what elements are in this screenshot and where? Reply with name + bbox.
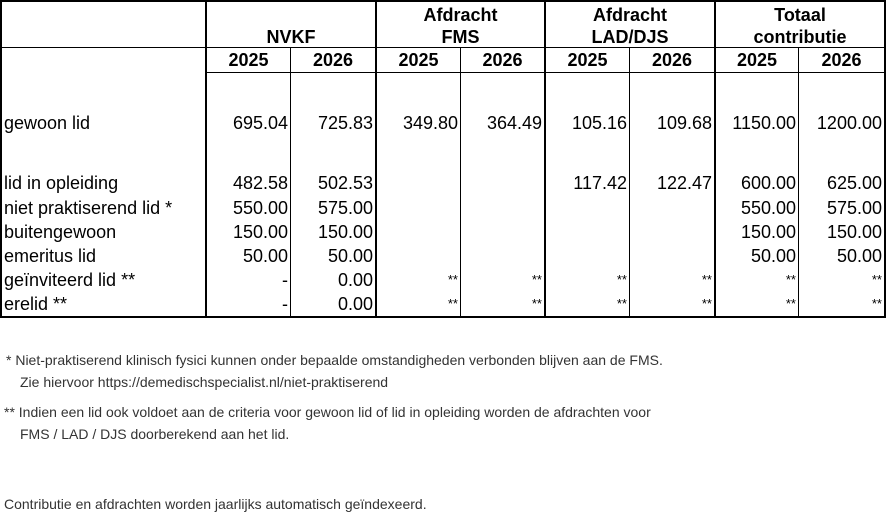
year-row-divider <box>206 72 886 73</box>
table-cell: ** <box>447 296 458 311</box>
table-cell: 600.00 <box>740 173 796 193</box>
table-cell: ** <box>701 272 712 287</box>
table-cell: ** <box>785 272 796 287</box>
table-cell: ** <box>701 296 712 311</box>
table-cell: 109.68 <box>656 113 712 133</box>
table-cell: - <box>282 294 288 314</box>
table-cell: ** <box>616 272 627 287</box>
table-cell: 50.00 <box>750 246 796 266</box>
table-border-bottom <box>0 316 886 318</box>
table-cell: 575.00 <box>317 198 373 218</box>
table-cell: 0.00 <box>337 294 373 314</box>
table-cell: 105.16 <box>571 113 627 133</box>
table-cell: ** <box>531 296 542 311</box>
footer-note: Contributie en afdrachten worden jaarlijks automatisch geïndexeerd. <box>4 496 427 512</box>
table-cell: 50.00 <box>327 246 373 266</box>
table-cell: 150.00 <box>317 222 373 242</box>
header-totaal-line2: contributie <box>753 27 847 47</box>
table-cell: 725.83 <box>317 113 373 133</box>
header-fms-line1: Afdracht <box>423 5 498 25</box>
year-header: 2026 <box>482 50 523 70</box>
table-cell: 0.00 <box>337 270 373 290</box>
table-cell: 50.00 <box>836 246 882 266</box>
table-cell: 695.04 <box>232 113 288 133</box>
footnote-2-line-1: ** Indien een lid ook voldoet aan de criteria voor gewoon lid of lid in opleiding worden de afdrachten voor <box>4 404 651 420</box>
table-cell: 150.00 <box>826 222 882 242</box>
header-nvkf: NVKF <box>266 27 316 47</box>
header-lad-line1: Afdracht <box>592 5 667 25</box>
table-border-top <box>0 0 886 2</box>
table-cell: 150.00 <box>232 222 288 242</box>
row-label-emeritus-lid: emeritus lid <box>4 246 97 266</box>
table-cell: 482.58 <box>232 173 288 193</box>
table-cell: 1200.00 <box>816 113 882 133</box>
year-header: 2025 <box>398 50 439 70</box>
table-cell: 550.00 <box>232 198 288 218</box>
table-cell: 575.00 <box>826 198 882 218</box>
year-header: 2026 <box>312 50 354 70</box>
table-cell: 122.47 <box>656 173 712 193</box>
table-cell: 1150.00 <box>732 113 796 133</box>
table-cell: ** <box>871 272 882 287</box>
table-cell: 50.00 <box>242 246 288 266</box>
table-cell: - <box>282 270 288 290</box>
table-cell: ** <box>871 296 882 311</box>
table-cell: 150.00 <box>740 222 796 242</box>
table-border-left <box>0 0 2 318</box>
table-cell: 349.80 <box>402 113 458 133</box>
row-label-buitengewoon: buitengewoon <box>4 222 117 242</box>
table-cell: 502.53 <box>317 173 373 193</box>
header-fms-line2: FMS <box>441 27 480 47</box>
row-label-geinviteerd-lid: geïnviteerd lid ** <box>4 270 136 290</box>
row-label-gewoon-lid: gewoon lid <box>4 113 91 133</box>
table-cell: 117.42 <box>573 173 627 193</box>
year-header: 2026 <box>821 50 862 70</box>
table-cell: ** <box>616 296 627 311</box>
year-header: 2025 <box>228 50 269 70</box>
footnote-1-line-2: Zie hiervoor https://demedischspecialist.nl/niet-praktiserend <box>20 374 389 390</box>
table-cell: 364.49 <box>486 113 542 133</box>
header-totaal-line1: Totaal <box>774 5 826 25</box>
year-header: 2025 <box>567 50 608 70</box>
row-label-lid-in-opleiding: lid in opleiding <box>4 173 119 193</box>
table-cell: 625.00 <box>826 173 882 193</box>
row-label-niet-praktiserend-lid: niet praktiserend lid * <box>4 198 173 218</box>
table-cell: ** <box>785 296 796 311</box>
table-cell: ** <box>531 272 542 287</box>
year-header: 2026 <box>651 50 693 70</box>
table-cell: 550.00 <box>740 198 796 218</box>
year-header: 2025 <box>736 50 778 70</box>
row-label-erelid: erelid ** <box>4 294 68 314</box>
footnote-2-line-2: FMS / LAD / DJS doorberekend aan het lid. <box>20 426 290 442</box>
footnote-1-line-1: * Niet-praktiserend klinisch fysici kunnen onder bepaalde omstandigheden verbonden blijven aan de FMS. <box>6 352 663 368</box>
header-lad-line2: LAD/DJS <box>591 27 669 47</box>
table-cell: ** <box>447 272 458 287</box>
